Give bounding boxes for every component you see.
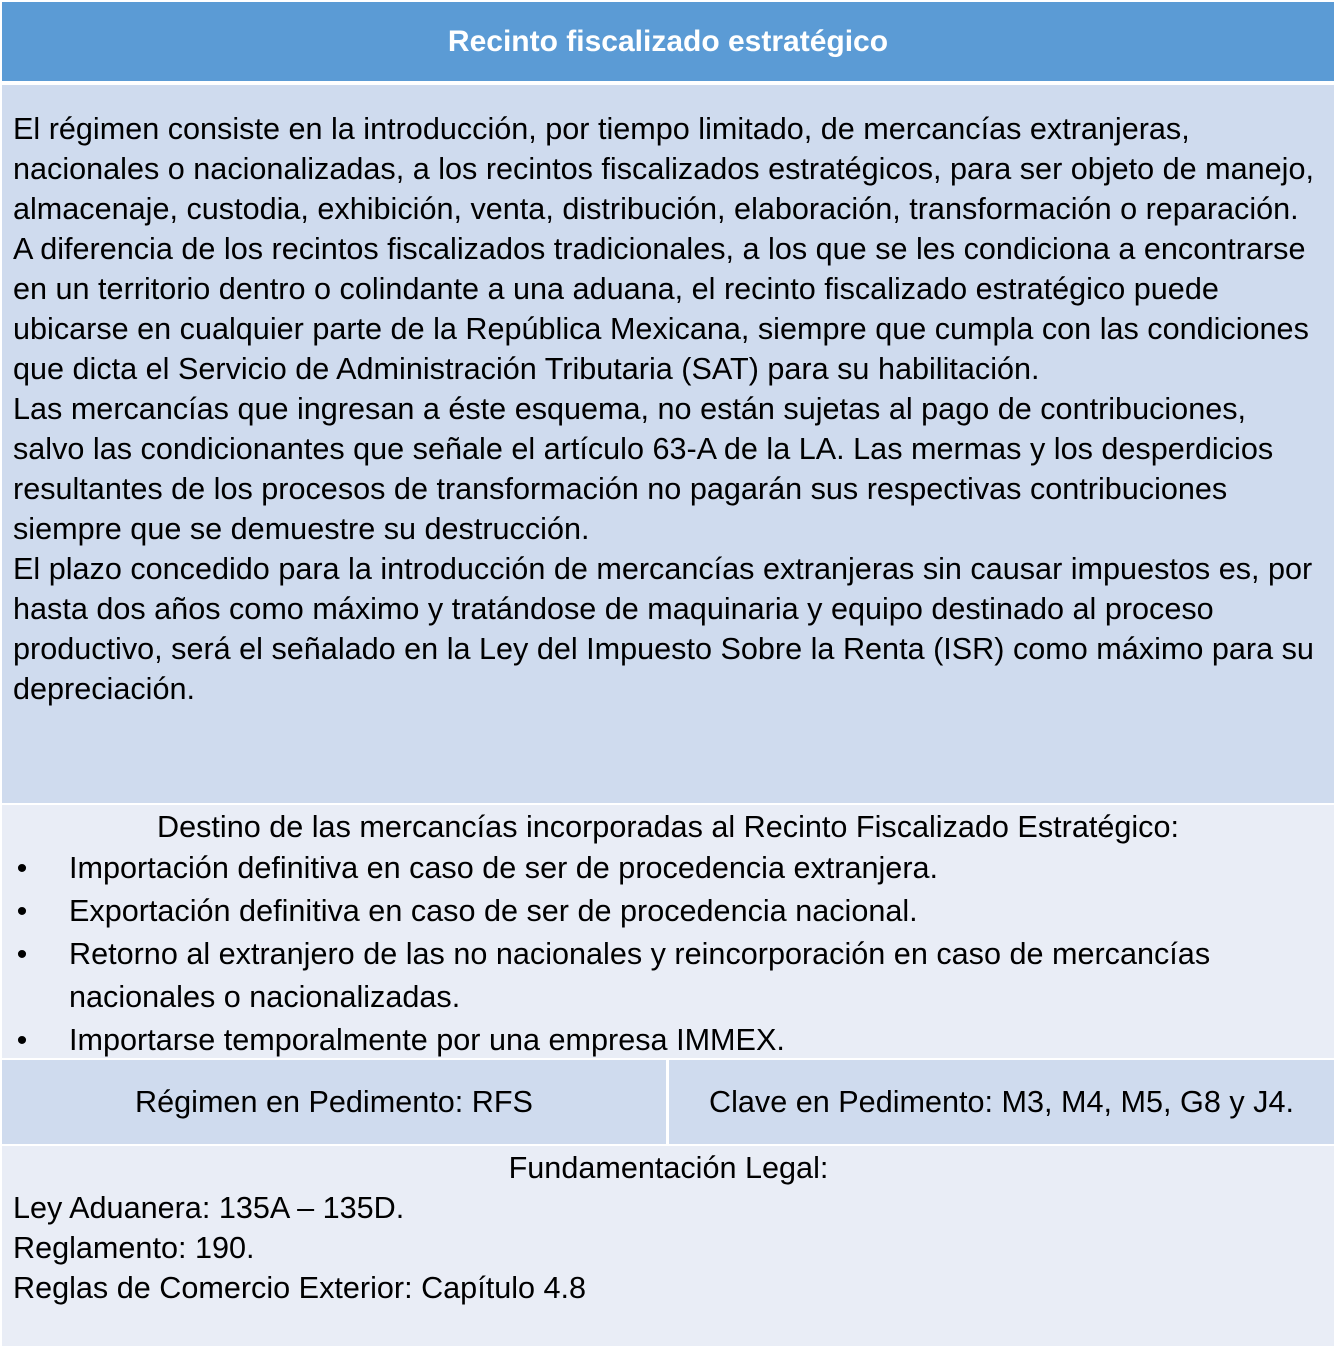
list-item-text: Exportación definitiva en caso de ser de procedencia nacional. bbox=[69, 894, 918, 928]
bullet-icon: • bbox=[16, 895, 28, 928]
bullet-icon: • bbox=[16, 852, 28, 885]
description-paragraph: El plazo concedido para la introducción de mercancías extranjeras sin causar impuestos es, por hasta dos años como máximo y tratándose de maquinaria y equipo destinado al proceso productivo, será el señalado en la Ley del Impuesto Sobre la Renta (ISR) como máximo para su depreciación. bbox=[13, 552, 1314, 706]
bullet-icon: • bbox=[16, 1024, 28, 1057]
list-item bbox=[12, 890, 1324, 933]
clave-cell bbox=[669, 1060, 1334, 1144]
description-paragraph: A diferencia de los recintos fiscalizados tradicionales, a los que se les condiciona a encontrarse en un territorio dentro o colindante a una aduana, el recinto fiscalizado estratégico puede ubicarse en cualquier parte de la República Mexicana, siempre que cumpla con las condiciones que dicta el Servicio de Administración Tributaria (SAT) para su habilitación. bbox=[13, 232, 1309, 386]
list-item-text: Importación definitiva en caso de ser de procedencia extranjera. bbox=[69, 851, 939, 885]
destino-list bbox=[12, 847, 1324, 1062]
regime-table bbox=[2, 2, 1334, 1346]
description-paragraph: El régimen consiste en la introducción, por tiempo limitado, de mercancías extranjeras, nacionales o nacionalizadas, a los recintos fiscalizados estratégicos, para ser objeto de manejo, almacenaje, custodia, exhibición, venta, distribución, elaboración, transformación o reparación. bbox=[13, 112, 1314, 226]
legal-cell bbox=[2, 1146, 1334, 1346]
bullet-icon: • bbox=[16, 938, 28, 971]
destino-cell bbox=[2, 805, 1334, 1058]
table-title: Recinto fiscalizado estratégico bbox=[447, 24, 889, 58]
pedimento-row bbox=[2, 1060, 1334, 1144]
list-item bbox=[12, 847, 1324, 890]
regimen-cell bbox=[2, 1060, 666, 1144]
list-item-text: Importarse temporalmente por una empresa IMMEX. bbox=[69, 1023, 785, 1057]
list-item-text: Retorno al extranjero de las no nacionales y reincorporación en caso de mercancías nacionales o nacionalizadas. bbox=[69, 937, 1211, 1014]
clave-text: Clave en Pedimento: M3, M4, M5, G8 y J4. bbox=[709, 1084, 1294, 1119]
description-paragraph: Las mercancías que ingresan a éste esquema, no están sujetas al pago de contribuciones, salvo las condicionantes que señale el artículo 63-A de la LA. Las mermas y los desperdicios resultantes de los procesos de transformación no pagarán sus respectivas contribuciones siempre que se demuestre su destrucción. bbox=[13, 392, 1274, 546]
legal-line: Reglamento: 190. bbox=[13, 1231, 255, 1265]
list-item bbox=[12, 1019, 1324, 1062]
description-cell bbox=[2, 85, 1334, 803]
legal-line: Ley Aduanera: 135A – 135D. bbox=[13, 1191, 405, 1225]
table-header bbox=[2, 2, 1334, 81]
regimen-text: Régimen en Pedimento: RFS bbox=[135, 1084, 533, 1119]
destino-title: Destino de las mercancías incorporadas al Recinto Fiscalizado Estratégico: bbox=[157, 810, 1179, 844]
list-item bbox=[12, 933, 1324, 1019]
legal-title: Fundamentación Legal: bbox=[508, 1151, 829, 1185]
legal-line: Reglas de Comercio Exterior: Capítulo 4.8 bbox=[13, 1271, 587, 1305]
